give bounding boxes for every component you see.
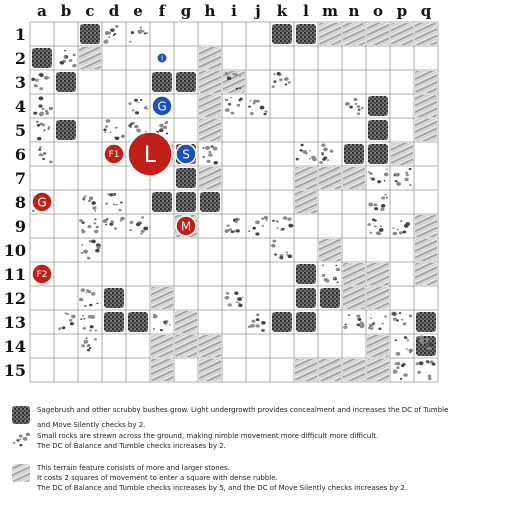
column-label: p: [396, 2, 408, 20]
stones-tile: [151, 287, 173, 309]
row-label: 9: [14, 217, 26, 236]
rocks-tile: [103, 217, 125, 230]
rocks-tile: [38, 146, 52, 163]
stones-tile: [415, 23, 437, 45]
token-label: G: [157, 99, 167, 114]
rocks-tile: [416, 360, 436, 380]
brush-tile: [368, 120, 388, 140]
column-label: g: [180, 2, 192, 20]
rocks-tile: [224, 218, 239, 233]
row-label: 1: [14, 25, 26, 44]
stones-tile: [199, 167, 221, 189]
brush-tile: [152, 72, 172, 92]
stones-tile: [319, 23, 341, 45]
stones-tile: [343, 23, 365, 45]
stones-tile: [199, 71, 221, 93]
row-label: 12: [3, 289, 26, 308]
stones-tile: [295, 359, 317, 381]
token-f1[interactable]: [104, 144, 124, 164]
legend-stones-line-1: This terrain feature consists of more and larger stones.: [37, 464, 230, 472]
stones-tile: [391, 143, 413, 165]
rocks-tile: [58, 312, 76, 330]
rocks-tile: [80, 315, 97, 332]
brush-tile: [200, 192, 220, 212]
row-label: 7: [14, 169, 26, 188]
rocks-tile: [153, 314, 171, 331]
token-label: G: [37, 195, 47, 210]
column-label: f: [158, 2, 166, 20]
brush-tile: [176, 192, 196, 212]
rocks-tile: [368, 194, 387, 212]
stones-tile: [295, 191, 317, 213]
row-label: 2: [14, 49, 26, 68]
rocks-tile: [60, 50, 77, 68]
rocks-tile: [272, 216, 293, 231]
rocks-tile: [79, 219, 99, 234]
row-label: 4: [14, 97, 26, 116]
stones-tile: [175, 335, 197, 357]
token-s[interactable]: [176, 144, 196, 164]
column-label: l: [303, 2, 309, 20]
stones-tile: [367, 359, 389, 381]
stones-tile: [199, 95, 221, 117]
rocks-icon: [10, 430, 32, 452]
column-label: n: [348, 2, 360, 20]
rocks-tile: [345, 98, 364, 115]
column-label: q: [420, 2, 432, 20]
legend-stones-text: [37, 463, 507, 493]
stones-tile: [199, 335, 221, 357]
rocks-tile: [368, 169, 388, 184]
rocks-tile: [81, 337, 97, 351]
legend-brush-line-2: and Move Silently checks by 2.: [37, 421, 146, 429]
rocks-tile: [394, 168, 412, 186]
rocks-tile: [393, 362, 408, 380]
rocks-tile: [322, 264, 340, 283]
brush-icon: [10, 404, 32, 426]
stones-tile: [151, 335, 173, 357]
brush-tile: [176, 168, 196, 188]
rocks-tile: [248, 314, 266, 332]
stones-tile: [415, 119, 437, 141]
row-label: 10: [3, 241, 26, 260]
token-m[interactable]: [176, 216, 196, 236]
brush-tile: [80, 24, 100, 44]
stones-tile: [391, 23, 413, 45]
rocks-tile: [225, 292, 244, 307]
rocks-tile: [248, 100, 267, 116]
column-label: a: [37, 2, 47, 20]
row-label: 15: [3, 361, 26, 380]
brush-tile: [176, 72, 196, 92]
stones-tile: [343, 359, 365, 381]
row-label: 5: [14, 121, 26, 140]
rocks-tile: [129, 216, 148, 234]
brush-tile: [104, 312, 124, 332]
brush-tile: [368, 144, 388, 164]
rocks-tile: [271, 240, 292, 260]
stones-tile: [367, 335, 389, 357]
legend-rocks-line-2: The DC of Balance and Tumble checks increases by 2.: [37, 442, 226, 450]
rocks-tile: [103, 119, 125, 140]
legend-stones-line-2: It costs 2 squares of movement to enter a square with dense rubble.: [37, 474, 278, 482]
row-label: 3: [14, 73, 26, 92]
column-label: d: [108, 2, 120, 20]
stones-tile: [319, 167, 341, 189]
legend-brush-text: [37, 405, 507, 430]
column-label: b: [60, 2, 72, 20]
stones-tile: [415, 239, 437, 261]
stones-tile: [343, 287, 365, 309]
stones-tile: [343, 167, 365, 189]
token-label: F2: [36, 270, 48, 281]
brush-tile: [296, 312, 316, 332]
rocks-tile: [128, 99, 148, 115]
column-label: i: [231, 2, 237, 20]
rocks-tile: [105, 193, 122, 211]
rocks-tile: [103, 25, 118, 44]
brush-tile: [104, 288, 124, 308]
row-label: 11: [3, 265, 26, 284]
stones-tile: [199, 47, 221, 69]
rocks-tile: [33, 96, 53, 116]
stones-tile: [319, 239, 341, 261]
stones-tile: [367, 263, 389, 285]
rocks-tile: [82, 195, 96, 212]
rocks-tile: [391, 312, 412, 326]
brush-tile: [272, 24, 292, 44]
column-label: j: [255, 2, 261, 20]
rocks-tile: [296, 144, 317, 162]
brush-tile: [344, 144, 364, 164]
stones-tile: [343, 263, 365, 285]
stones-tile: [415, 215, 437, 237]
stones-tile: [319, 359, 341, 381]
stones-tile: [199, 119, 221, 141]
token-f2[interactable]: [32, 264, 52, 284]
rocks-tile: [36, 121, 50, 141]
brush-tile: [368, 96, 388, 116]
column-label: m: [322, 2, 338, 20]
legend-stones-line-3: The DC of Balance and Tumble checks increases by 5, and the DC of Move Silently checks increases by 2.: [37, 484, 408, 492]
column-label: o: [372, 2, 384, 20]
brush-tile: [56, 72, 76, 92]
terrain-legend: [0, 396, 530, 520]
stones-tile: [367, 287, 389, 309]
token-label: I: [160, 54, 164, 63]
row-label: 6: [14, 145, 26, 164]
stones-tile: [415, 95, 437, 117]
token-label: L: [143, 142, 157, 168]
column-label: e: [133, 2, 143, 20]
stones-tile: [367, 23, 389, 45]
stones-tile: [79, 47, 101, 69]
token-g[interactable]: [32, 192, 52, 212]
column-label: c: [85, 2, 95, 20]
legend-rocks-line-1: Small rocks are strewn across the ground, making nimble movement more difficult more difficult.: [37, 432, 379, 440]
brush-tile: [32, 48, 52, 68]
token-label: F1: [108, 150, 120, 161]
stones-icon: [10, 462, 32, 484]
rocks-tile: [225, 97, 243, 115]
rocks-tile: [31, 73, 50, 91]
brush-tile: [320, 288, 340, 308]
brush-tile: [416, 312, 436, 332]
brush-tile: [56, 120, 76, 140]
rocks-tile: [392, 220, 410, 235]
rocks-tile: [129, 26, 148, 42]
row-label: 14: [3, 337, 26, 356]
brush-tile: [152, 192, 172, 212]
legend-brush-line-1: Sagebrush and other scrubby bushes grow. Light undergrowth provides concealment and increases the DC of Tumble: [37, 406, 449, 414]
column-label: h: [204, 2, 216, 20]
column-label: k: [276, 2, 288, 20]
rocks-tile: [368, 315, 387, 330]
stones-tile: [175, 311, 197, 333]
token-g[interactable]: [152, 96, 172, 116]
rocks-tile: [79, 288, 98, 306]
rocks-tile: [81, 240, 101, 260]
stones-tile: [151, 359, 173, 381]
rocks-tile: [367, 218, 383, 235]
brush-tile: [296, 264, 316, 284]
rocks-tile: [394, 336, 413, 356]
brush-tile: [296, 288, 316, 308]
stones-tile: [415, 71, 437, 93]
rocks-tile: [272, 72, 291, 88]
token-label: M: [180, 219, 192, 234]
brush-tile: [128, 312, 148, 332]
row-label: 8: [14, 193, 26, 212]
stones-tile: [295, 167, 317, 189]
row-label: 13: [3, 313, 26, 332]
stones-tile: [199, 359, 221, 381]
brush-tile: [296, 24, 316, 44]
rocks-tile: [319, 144, 333, 165]
rocks-tile: [248, 216, 268, 236]
stones-tile: [415, 263, 437, 285]
token-l[interactable]: [128, 132, 172, 176]
brush-tile: [272, 312, 292, 332]
rocks-tile: [202, 145, 218, 164]
token-label: S: [182, 147, 190, 162]
token-i[interactable]: [157, 53, 167, 63]
legend-rocks-text: [37, 431, 507, 451]
rocks-tile: [343, 314, 364, 329]
